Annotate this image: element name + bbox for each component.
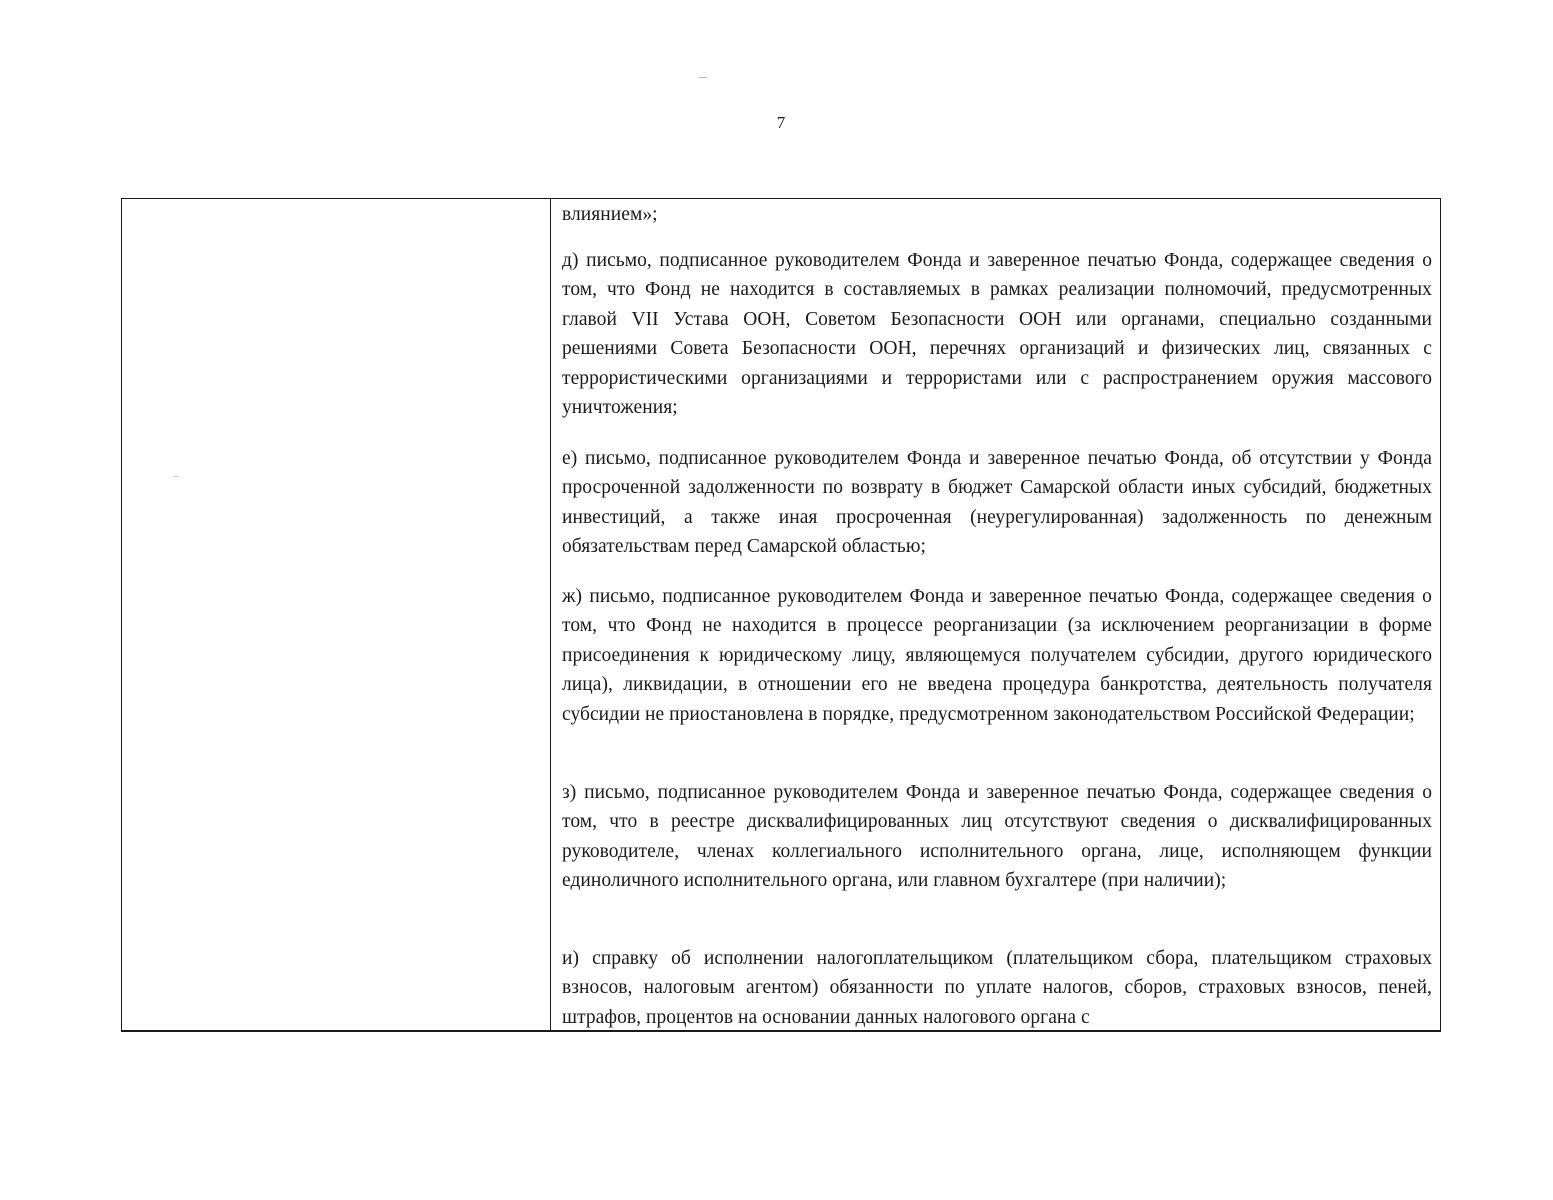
page-number: 7 <box>776 113 786 132</box>
table-right-cell <box>562 199 1432 1030</box>
paragraph-item-d: д) письмо, подписанное руководителем Фонда и заверенное печатью Фонда, содержащее сведения о том, что Фонд не находится в составляемых в рамках реализации полномочий, предусмотренных главой VII Устава ООН, Советом Безопасности ООН или органами, специально созданными решениями Совета Безопасности ООН, перечнях организаций и физических лиц, связанных с террористическими организациями и террористами или с распространением оружия массового уничтожения; <box>562 250 1432 419</box>
paragraph-item-zh: ж) письмо, подписанное руководителем Фонда и заверенное печатью Фонда, содержащее сведения о том, что Фонд не находится в процессе реорганизации (за исключением реорганизации в форме присоединения к юридическому лицу, являющемуся получателем субсидии, другого юридического лица), ликвидации, в отношении его не введена процедура банкротства, деятельность получателя субсидии не приостановлена в порядке, предусмотренном законодательством Российской Федерации; <box>562 586 1432 725</box>
table-left-cell <box>122 199 551 1030</box>
scan-speck <box>699 77 707 78</box>
paragraph-item-i: и) справку об исполнении налогоплательщиком (плательщиком сбора, плательщиком страховых взносов, налоговым агентом) обязанности по уплате налогов, сборов, страховых взносов, пеней, штрафов, процентов на основании данных налогового органа с <box>562 948 1432 1028</box>
paragraph-item-e: е) письмо, подписанное руководителем Фонда и заверенное печатью Фонда, об отсутствии у Фонда просроченной задолженности по возврату в бюджет Самарской области иных субсидий, бюджетных инвестиций, а также иная просроченная (неурегулированная) задолженность по денежным обязательствам перед Самарской областью; <box>562 448 1432 558</box>
document-table <box>121 198 1441 1032</box>
paragraph-continuation: влиянием»; <box>562 204 658 225</box>
paragraph-item-z: з) письмо, подписанное руководителем Фонда и заверенное печатью Фонда, содержащее сведения о том, что в реестре дисквалифицированных лиц отсутствуют сведения о дисквалифицированных руководителе, членах коллегиального исполнительного органа, лице, исполняющем функции единоличного исполнительного органа, или главном бухгалтере (при наличии); <box>562 782 1432 892</box>
